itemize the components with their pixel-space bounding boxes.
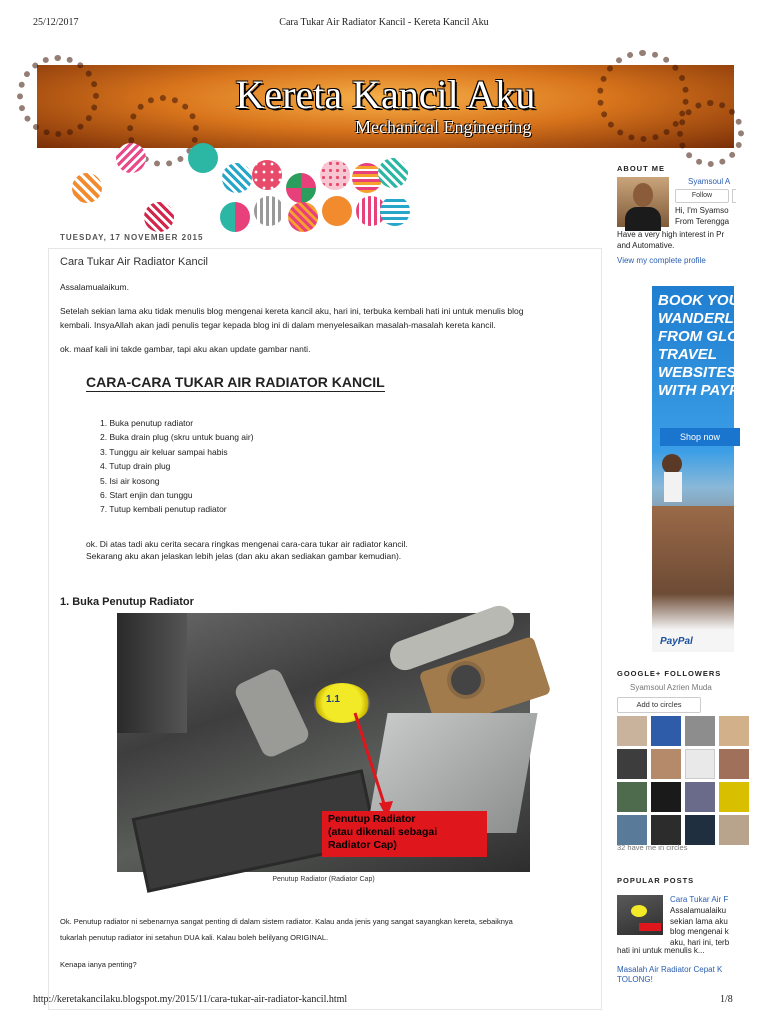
list-item: 6. Start enjin dan tunggu bbox=[100, 489, 193, 500]
popular-posts-heading: POPULAR POSTS bbox=[617, 876, 695, 885]
person-figure bbox=[664, 472, 682, 502]
follower-avatar[interactable] bbox=[651, 716, 681, 746]
list-item: 5. Isi air kosong bbox=[100, 475, 160, 486]
avatar[interactable] bbox=[617, 177, 669, 227]
summary-line: Sekarang aku akan jelaskan lebih jelas (dan aku akan sediakan gambar kemudian). bbox=[86, 551, 402, 561]
follower-avatar[interactable] bbox=[719, 749, 749, 779]
blog-subtitle: Mechanical Engineering bbox=[355, 117, 532, 137]
follower-avatar[interactable] bbox=[719, 716, 749, 746]
pdf-footer-url[interactable]: http://keretakancilaku.blogspot.my/2015/11/cara-tukar-air-radiator-kancil.html bbox=[33, 994, 348, 1005]
shop-now-button[interactable]: Shop now bbox=[660, 428, 740, 446]
follower-avatar[interactable] bbox=[617, 815, 647, 845]
follower-avatar[interactable] bbox=[719, 782, 749, 812]
person-figure bbox=[662, 454, 682, 474]
paypal-logo: PayPal bbox=[660, 636, 693, 647]
popular-post-snippet: hati ini untuk menulis k... bbox=[617, 946, 705, 955]
gplus-name: Syamsoul Azrien Muda bbox=[630, 683, 712, 692]
follower-avatar[interactable] bbox=[685, 716, 715, 746]
blog-banner[interactable] bbox=[37, 65, 734, 148]
post-paragraph-line: Ok. Penutup radiator ni sebenarnya sangat penting di dalam sistem radiator. Kalau anda jenis yang sangat sayangkan kereta, sebaiknya bbox=[60, 917, 513, 926]
follower-avatar[interactable] bbox=[651, 749, 681, 779]
follower-avatar[interactable] bbox=[651, 782, 681, 812]
author-bio: Have a very high interest in Pr and Automative. bbox=[617, 230, 725, 250]
summary-line: ok. Di atas tadi aku cerita secara ringkas mengenai cara-cara tukar air radiator kancil. bbox=[86, 539, 408, 549]
photo-annotation-label: Penutup Radiator (atau dikenali sebagai Radiator Cap) bbox=[322, 811, 487, 857]
pdf-footer-page: 1/8 bbox=[720, 994, 733, 1005]
follower-avatar[interactable] bbox=[719, 815, 749, 845]
popular-post-link[interactable]: Cara Tukar Air F bbox=[670, 895, 729, 904]
follower-avatar[interactable] bbox=[685, 749, 715, 779]
post-paragraph: Kenapa ianya penting? bbox=[60, 960, 137, 969]
list-item: 3. Tunggu air keluar sampai habis bbox=[100, 446, 228, 457]
section-heading: CARA-CARA TUKAR AIR RADIATOR KANCIL bbox=[86, 374, 385, 390]
blog-title[interactable]: Kereta Kancil Aku bbox=[235, 72, 536, 117]
post-paragraph-line: tukarlah penutup radiator ini setahun DUA kali. Kalau boleh belilyang ORIGINAL. bbox=[60, 933, 329, 942]
add-to-circles-button[interactable]: Add to circles bbox=[617, 697, 701, 713]
post-greeting: Assalamualaikum. bbox=[60, 282, 129, 292]
follower-avatar[interactable] bbox=[651, 815, 681, 845]
follow-count-box bbox=[732, 189, 736, 203]
follower-grid bbox=[617, 716, 735, 841]
gplus-heading: GOOGLE+ FOLLOWERS bbox=[617, 669, 722, 678]
steps-list bbox=[100, 418, 254, 519]
popular-post-thumbnail[interactable] bbox=[617, 895, 663, 935]
decorative-pattern bbox=[88, 160, 400, 215]
radiator-cap-marking: 1.1 bbox=[326, 694, 340, 705]
post-title[interactable]: Cara Tukar Air Radiator Kancil bbox=[60, 256, 208, 268]
follower-avatar[interactable] bbox=[617, 782, 647, 812]
post-paragraph: ok. maaf kali ini takde gambar, tapi aku akan update gambar nanti. bbox=[60, 344, 311, 354]
list-item: 4. Tutup drain plug bbox=[100, 461, 171, 472]
list-item: 7. Tutup kembali penutup radiator bbox=[100, 504, 227, 515]
circles-count: 32 have me in circles bbox=[617, 843, 688, 852]
follower-avatar[interactable] bbox=[685, 815, 715, 845]
post-date: TUESDAY, 17 NOVEMBER 2015 bbox=[60, 233, 204, 242]
post-paragraph-line: kembali. InsyaAllah akan jadi penulis tegar kepada blog ini di dalam menyelesaikan masalah-masalah kereta kancil. bbox=[60, 320, 496, 330]
follower-avatar[interactable] bbox=[617, 716, 647, 746]
pdf-header-date: 25/12/2017 bbox=[33, 17, 79, 28]
author-name-link[interactable]: Syamsoul A bbox=[688, 177, 731, 186]
follower-avatar[interactable] bbox=[617, 749, 647, 779]
photo-caption: Penutup Radiator (Radiator Cap) bbox=[272, 876, 375, 883]
paypal-ad[interactable]: BOOK YOU WANDERLU FROM GLOB TRAVEL WEBSITES WITH PAYPA Shop now PayPal bbox=[652, 286, 734, 652]
section-subtitle: 1. Buka Penutup Radiator bbox=[60, 596, 194, 608]
popular-post-snippet: Assalamualaiku sekian lama aku blog mengenai k aku, hari ini, terb bbox=[670, 906, 730, 947]
popular-post-link[interactable]: Masalah Air Radiator Cepat K TOLONG! bbox=[617, 965, 723, 984]
author-bio: Hi, I'm Syamso From Terengga bbox=[675, 206, 730, 226]
pdf-header-title: Cara Tukar Air Radiator Kancil - Kereta Kancil Aku bbox=[279, 17, 489, 28]
about-heading: ABOUT ME bbox=[617, 164, 665, 173]
radiator-photo[interactable] bbox=[117, 613, 530, 872]
post-paragraph-line: Setelah sekian lama aku tidak menulis blog mengenai kereta kancil aku, hari ini, terbuka kembali hati ini untuk menulis blog bbox=[60, 306, 524, 316]
follow-button[interactable]: Follow bbox=[675, 189, 729, 203]
list-item: 1. Buka penutup radiator bbox=[100, 418, 194, 428]
list-item: 2. Buka drain plug (skru untuk buang air) bbox=[100, 432, 254, 443]
follower-avatar[interactable] bbox=[685, 782, 715, 812]
view-profile-link[interactable]: View my complete profile bbox=[617, 256, 706, 265]
